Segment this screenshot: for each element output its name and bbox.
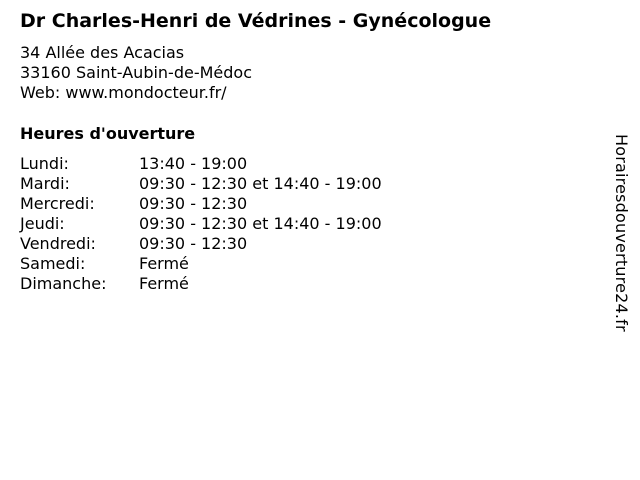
time-value: 09:30 - 12:30 [139,234,248,253]
day-label: Mercredi: [20,194,95,213]
day-label: Lundi: [20,154,69,173]
day-label: Mardi: [20,174,70,193]
time-value: Fermé [139,254,189,273]
day-label: Samedi: [20,254,86,273]
website-line: Web: www.mondocteur.fr/ [20,83,227,102]
time-value: 09:30 - 12:30 et 14:40 - 19:00 [139,214,382,233]
day-label: Dimanche: [20,274,107,293]
day-label: Vendredi: [20,234,96,253]
address-street: 34 Allée des Acacias [20,43,185,62]
page-title: Dr Charles-Henri de Védrines - Gynécologue [20,10,492,32]
time-value: 09:30 - 12:30 et 14:40 - 19:00 [139,174,382,193]
address-block [20,43,252,103]
site-watermark: Horairesdouverture24.fr [612,134,631,332]
day-label: Jeudi: [20,214,65,233]
hours-heading: Heures d'ouverture [20,124,196,143]
time-value: Fermé [139,274,189,293]
address-city: 33160 Saint-Aubin-de-Médoc [20,63,252,82]
time-value: 09:30 - 12:30 [139,194,248,213]
time-value: 13:40 - 19:00 [139,154,248,173]
